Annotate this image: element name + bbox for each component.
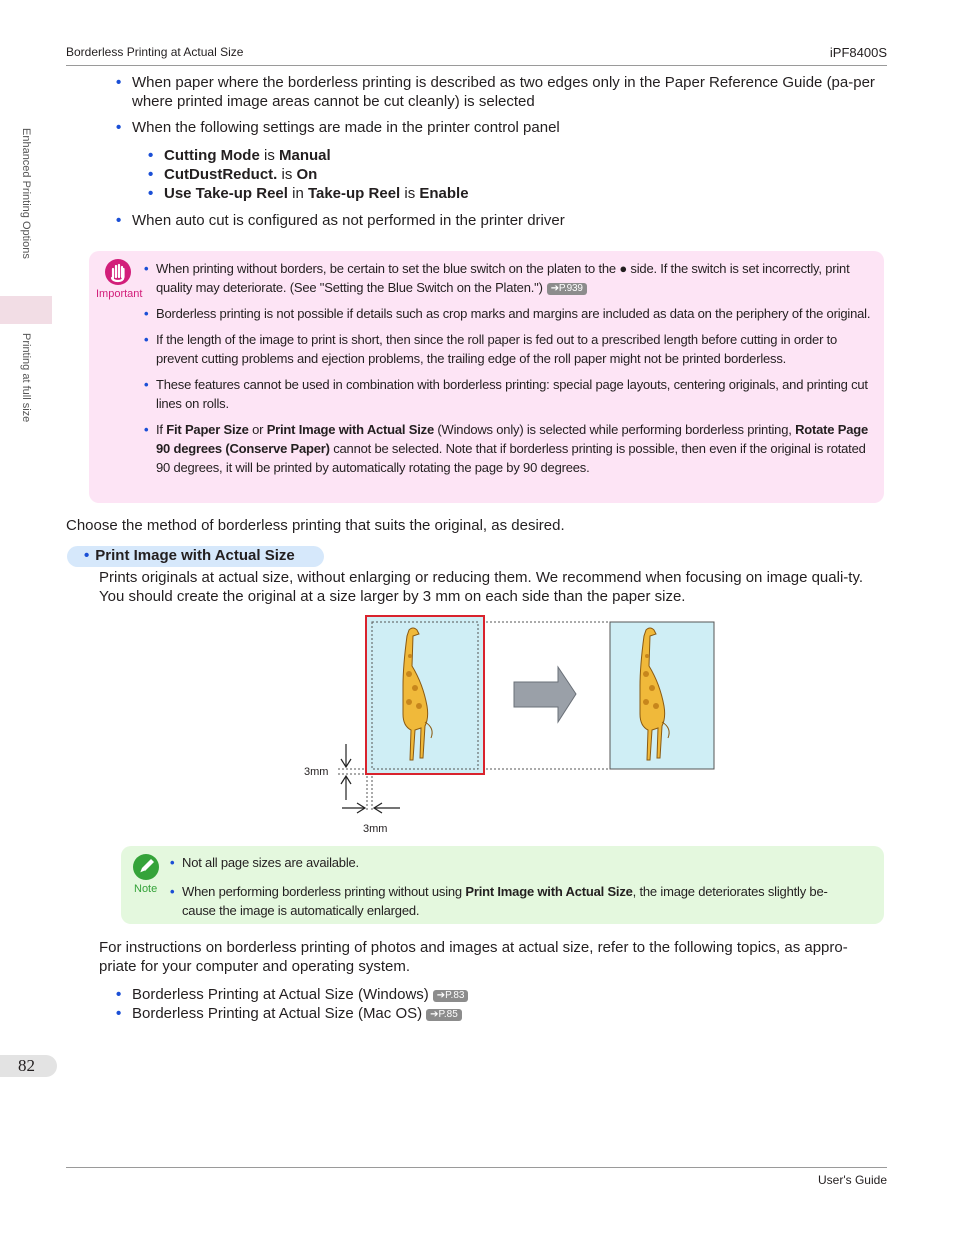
header-rule [66,65,887,66]
condition-list [116,73,881,137]
list-item: • These features cannot be used in combination with borderless printing: special page layouts, centering originals, and printing cut lines on rolls. [144,375,876,413]
list-item: • Borderless printing is not possible if details such as crop marks and margins are included as data on the periphery of the original. [144,304,876,323]
topic-link-mac[interactable]: Borderless Printing at Actual Size (Mac OS) [132,1005,423,1022]
important-list [144,259,876,484]
page-number: 82 [18,1056,35,1075]
side-section-label: Printing at full size [20,333,32,423]
instructions-text: For instructions on borderless printing of photos and images at actual size, refer to the following topics, as appro-priate for your computer and operating system. [99,939,848,975]
page-ref-link[interactable]: ➔P.939 [547,283,587,295]
note-list [170,853,860,927]
list-item: • When printing without borders, be certain to set the blue switch on the platen to the ● side. If the switch is set incorrectly, print quality may deteriorate. (See "Setting the Blue Switch on the Platen.") ➔P.939 [144,259,876,297]
settings-sublist [148,146,469,203]
option-description: Prints originals at actual size, without enlarging or reducing them. We recommend when focusing on image quali-ty. You should create the original at a size larger by 3 mm on each side than the paper size. [99,569,863,605]
important-hand-icon [104,258,132,291]
topic-links [116,985,468,1023]
running-header-model: iPF8400S [829,45,887,60]
list-item: • Not all page sizes are available. [170,853,860,872]
arrow-right-icon [514,667,576,722]
intro-text: Choose the method of borderless printing that suits the original, as desired. [66,517,565,534]
list-item: • If the length of the image to print is short, then since the roll paper is fed out to a prescribed length before cutting in order to prevent cutting problems and ejection problems, the trailing edge of the roll paper might not be printed borderless. [144,330,876,368]
footer-guide-title: User's Guide [818,1173,887,1187]
page-ref-link[interactable]: ➔P.83 [433,990,469,1002]
running-header-title: Borderless Printing at Actual Size [66,45,244,59]
list-item [116,1004,468,1023]
list-item: • When paper where the borderless printing is described as two edges only in the Paper Reference Guide (pa-per where printed image areas cannot be cut cleanly) is selected [116,73,881,111]
footer-rule [66,1167,887,1168]
page-ref-link[interactable]: ➔P.85 [426,1009,462,1021]
borderless-diagram [300,612,730,847]
side-section-tab [0,296,52,324]
option-heading: • Print Image with Actual Size [84,547,295,564]
side-chapter-label: Enhanced Printing Options [20,128,32,259]
list-item: • CutDustReduct. is On [148,165,469,184]
important-label: Important [96,288,143,300]
dimension-label-vertical: 3mm [304,766,329,778]
list-item [116,985,468,1004]
note-pencil-icon [132,853,160,886]
list-item: • If Fit Paper Size or Print Image with Actual Size (Windows only) is selected while performing borderless printing, Rotate Page 90 degrees (Conserve Paper) cannot be selected. Note that if borderless printing is possible, then even if the original is rotated 90 degrees, it will be printed by automatically rotating the page by 90 degrees. [144,420,876,477]
topic-link-windows[interactable]: Borderless Printing at Actual Size (Windows) [132,986,429,1003]
list-item: • When performing borderless printing without using Print Image with Actual Size, the image deteriorates slightly be-cause the image is automatically enlarged. [170,882,860,920]
dimension-label-horizontal: 3mm [363,823,388,835]
condition-list-tail [116,211,565,230]
list-item: • When auto cut is configured as not performed in the printer driver [116,211,565,230]
list-item: • Cutting Mode is Manual [148,146,469,165]
note-label: Note [134,883,158,895]
list-item: • When the following settings are made in the printer control panel [116,118,881,137]
list-item: • Use Take-up Reel in Take-up Reel is Enable [148,184,469,203]
